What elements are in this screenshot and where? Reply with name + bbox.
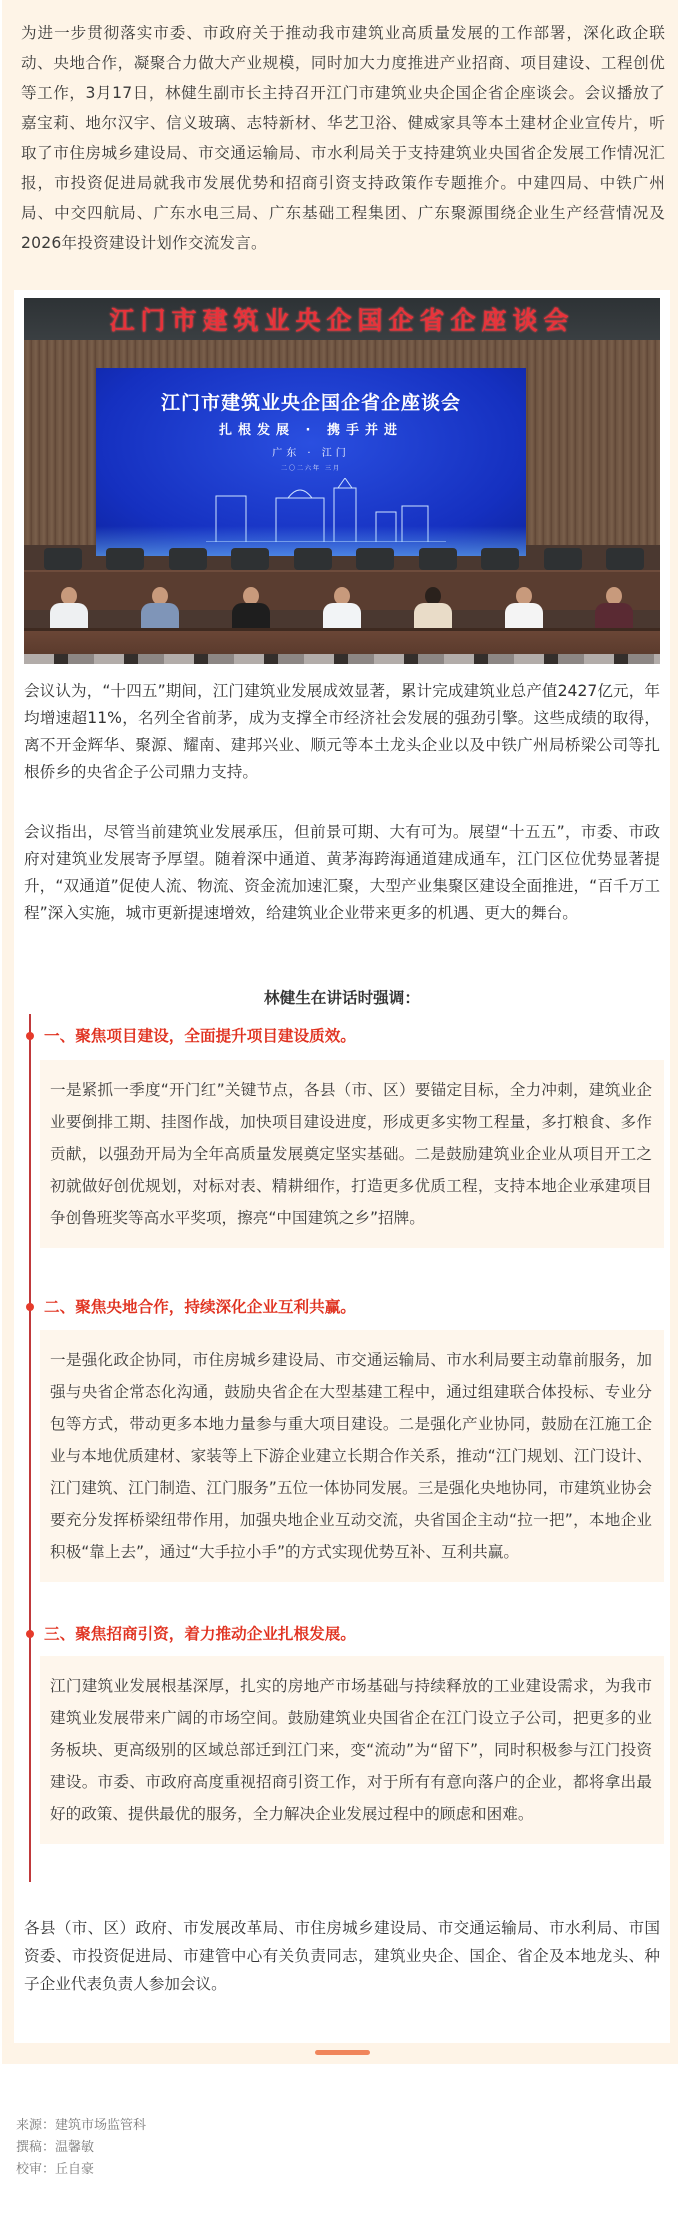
article-card [14,290,670,2043]
closing-paragraph: 各县（市、区）政府、市发展改革局、市住房城乡建设局、市交通运输局、市水利局、市国资委、市投资促进局、市建管中心有关负责同志，建筑业央企、国企、省企及本地龙头、种子企业代表负责人参加会议。 [24,1919,660,1993]
credit-author: 撰稿：温馨敏 [16,2140,95,2155]
point-body-2: 一是强化政企协同，市住房城乡建设局、市交通运输局、市水利局要主动靠前服务，加强与央省企常态化沟通，鼓励央省企在大型基建工程中，通过组建联合体投标、专业分包等方式，带动更多本地力量参与重大项目建设。二是强化产业协同，鼓励在江施工企业与本地优质建材、家装等上下游企业建立长期合作关系，推动“江门规划、江门设计、江门建筑、江门制造、江门服务”五位一体协同发展。三是强化央地协同，市建筑业协会要充分发挥桥梁纽带作用，加强央地企业互动交流，央省国企主动“拉一把”，本地企业积极“靠上去”，通过“大手拉小手”的方式实现优势互补、互利共赢。 [50,1351,652,1561]
point-heading-3: 三、聚焦招商引资，着力推动企业扎根发展。 [44,1625,356,1643]
projection-screen [96,368,526,556]
timeline-dot-icon [26,1630,34,1638]
paragraph-outlook: 会议指出，尽管当前建筑业发展承压，但前景可期、大有可为。展望“十五五”，市委、市政府对建筑业发展寄予厚望。随着深中通道、黄茅海跨海通道建成通车，江门区位优势显著提升，“双通道”促使人流、物流、资金流加速汇聚，大型产业集聚区建设全面推进，“百千万工程”深入实施，城市更新提速增效，给建筑业企业带来更多的机遇、更大的舞台。 [24,823,660,922]
meeting-photo [24,298,660,664]
point-body-3: 江门建筑业发展根基深厚，扎实的房地产市场基础与持续释放的工业建设需求，为我市建筑业发展带来广阔的市场空间。鼓励建筑业央国省企在江门设立子公司，把更多的业务板块、更高级别的区域总部迁到江门来，变“流动”为“留下”，同时积极参与江门投资建设。市委、市政府高度重视招商引资工作，对于所有有意向落户的企业，都将拿出最好的政策、提供最优的服务，全力解决企业发展过程中的顾虑和困难。 [50,1677,652,1823]
attendee [46,587,92,631]
point-box-2 [40,1330,664,1582]
attendees [24,586,660,631]
attendee [228,587,274,631]
credit-source: 来源：建筑市场监管科 [16,2118,147,2133]
led-banner-text: 江门市建筑业央企国企省企座谈会 [109,306,575,335]
attendee [137,587,183,631]
timeline-dot-icon [26,1032,34,1040]
screen-subtitle: 扎根发展 · 携手并进 [219,423,403,438]
end-divider [315,2050,370,2055]
attendee [501,587,547,631]
led-banner [24,298,660,340]
conference-table [24,628,660,664]
credit-reviewer: 校审：丘自豪 [16,2162,95,2177]
paragraph-achievements: 会议认为，“十四五”期间，江门建筑业发展成效显著，累计完成建筑业总产值2427亿元，年均增速超11%，名列全省前茅，成为支撑全市经济社会发展的强劲引擎。这些成绩的取得，离不开金辉华、聚源、耀南、建邦兴业、顺元等本土龙头企业以及中铁广州局桥梁公司等扎根侨乡的央省企子公司鼎力支持。 [24,682,660,781]
chairs-row [44,548,644,570]
screen-date: 二〇二六年 三月 [281,465,341,472]
article-frame [2,0,678,2064]
screen-title: 江门市建筑业央企国企省企座谈会 [160,392,461,414]
point-box-1 [40,1060,664,1248]
point-heading-2: 二、聚焦央地合作，持续深化企业互利共赢。 [44,1298,356,1316]
point-body-1: 一是紧抓一季度“开门红”关键节点，各县（市、区）要锚定目标，全力冲刺，建筑业企业要倒排工期、挂图作战，加快项目建设进度，形成更多实物工程量，多打粮食、多作贡献，以强劲开局为全年高质量发展奠定坚实基础。二是鼓励建筑业企业从项目开工之初就做好创优规划，对标对表、精耕细作，打造更多优质工程，支持本地企业承建项目争创鲁班奖等高水平奖项，擦亮“中国建筑之乡”招牌。 [50,1081,652,1227]
attendee [319,587,365,631]
intro-paragraph: 为进一步贯彻落实市委、市政府关于推动我市建筑业高质量发展的工作部署，深化政企联动、央地合作，凝聚合力做大产业规模，同时加大力度推进产业招商、项目建设、工程创优等工作，3月17日，林健生副市长主持召开江门市建筑业央企国企省企座谈会。会议播放了嘉宝莉、地尔汉宇、信义玻璃、志特新材、华艺卫浴、健威家具等本土建材企业宣传片，听取了市住房城乡建设局、市交通运输局、市水利局关于支持建筑业央国省企发展工作情况汇报，市投资促进局就我市发展优势和招商引资支持政策作专题推介。中建四局、中铁广州局、中交四航局、广东水电三局、广东基础工程集团、广东聚源围绕企业生产经营情况及2026年投资建设计划作交流发言。 [21,24,665,252]
attendee [591,587,637,631]
attendee [410,587,456,631]
screen-location: 广东 · 江门 [272,448,350,459]
timeline-dot-icon [26,1303,34,1311]
point-box-3 [40,1656,664,1844]
speech-title: 林健生在讲话时强调： [264,989,420,1007]
credits [16,2115,146,2181]
timeline-line [29,1014,31,1882]
point-heading-1: 一、聚焦项目建设，全面提升项目建设质效。 [44,1027,356,1045]
